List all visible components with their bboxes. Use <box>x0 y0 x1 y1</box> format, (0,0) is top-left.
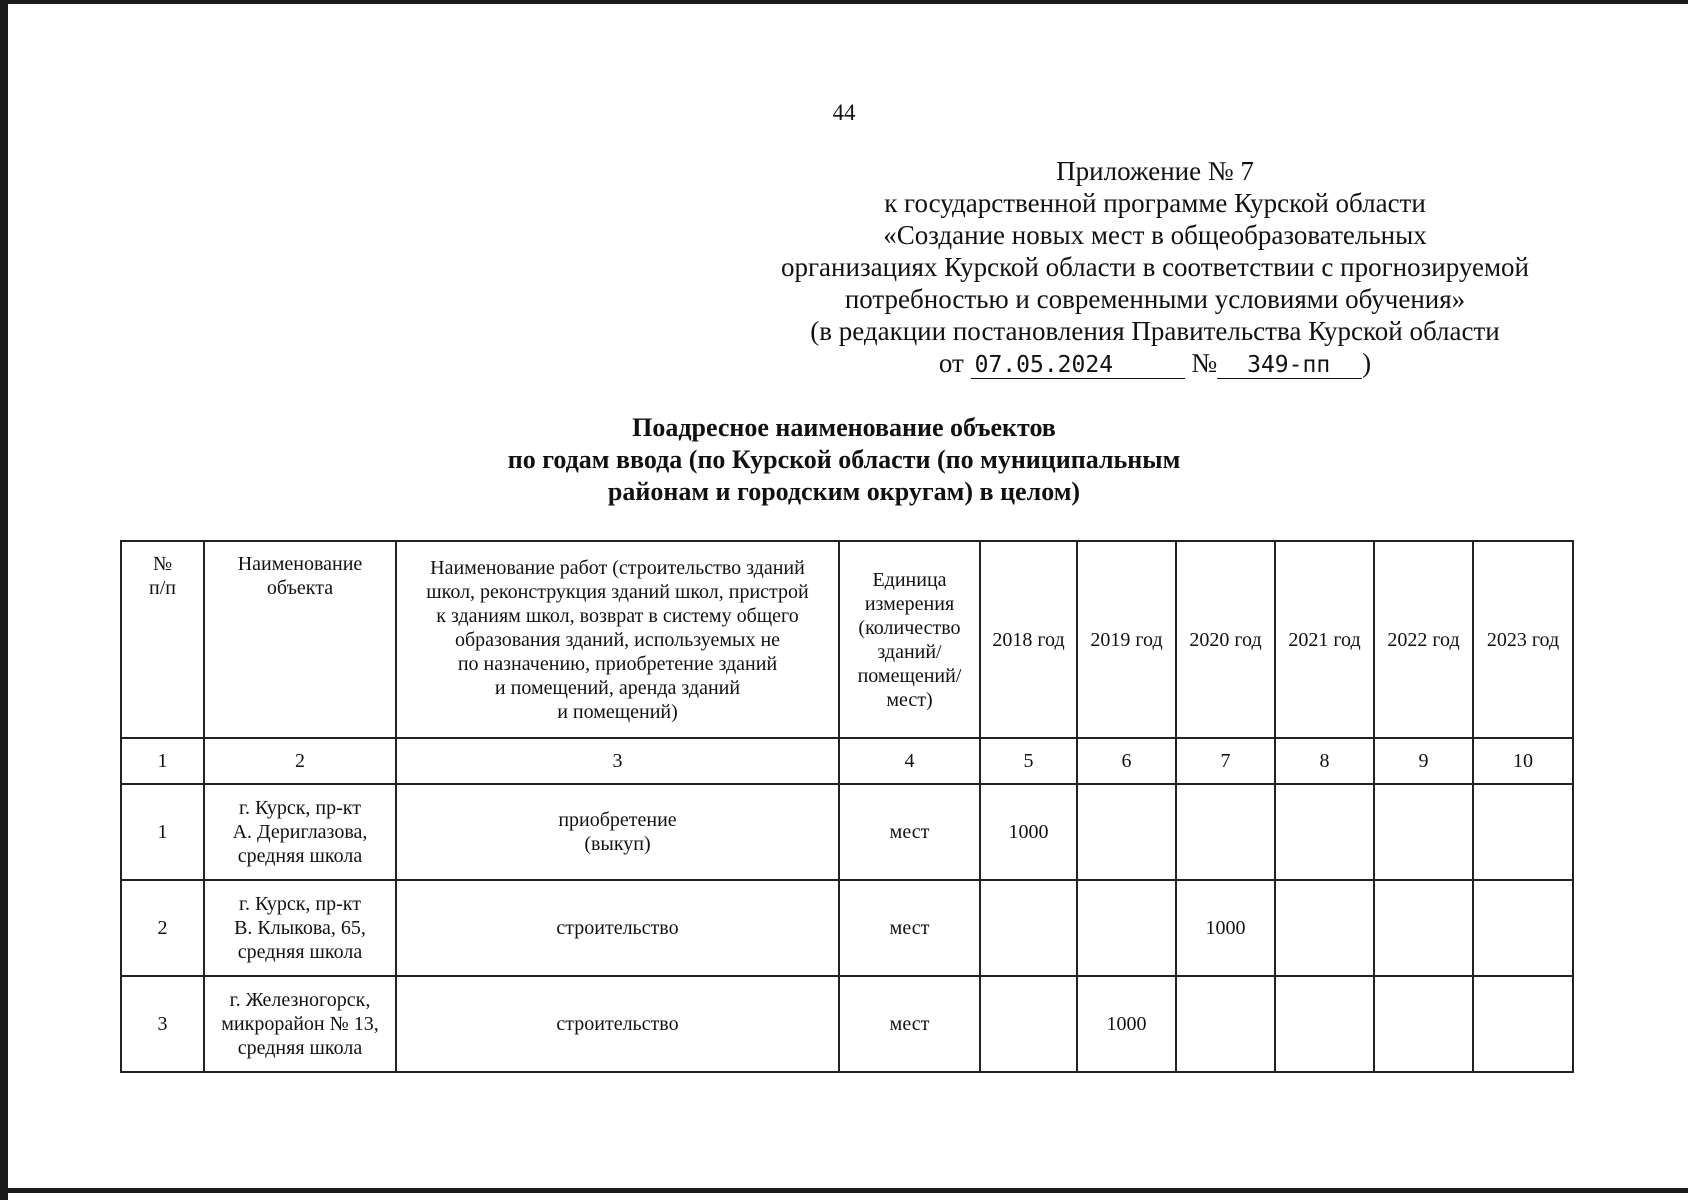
scan-border-bottom <box>0 1188 1688 1193</box>
column-number: 1 <box>121 738 204 784</box>
value-2023 <box>1473 880 1573 976</box>
header-unit: Единица измерения (количество зданий/ помещений/ мест) <box>839 541 980 738</box>
title-line-1: Поадресное наименование объектов <box>632 413 1056 442</box>
row-num: 2 <box>121 880 204 976</box>
value-2022 <box>1374 976 1473 1072</box>
header-object: Наименование объекта <box>204 541 396 738</box>
unit: мест <box>839 880 980 976</box>
scan-border-top <box>0 0 1688 4</box>
object-name: г. Курск, пр-кт В. Клыкова, 65, средняя школа <box>204 880 396 976</box>
works-type: строительство <box>396 976 839 1072</box>
value-2019 <box>1077 784 1176 880</box>
number-sign: № <box>1191 348 1218 378</box>
row-num: 3 <box>121 976 204 1072</box>
resolution-number: 349-пп <box>1217 352 1362 379</box>
column-number: 2 <box>204 738 396 784</box>
column-number: 5 <box>980 738 1077 784</box>
object-name: г. Курск, пр-кт А. Дериглазова, средняя школа <box>204 784 396 880</box>
row-num: 1 <box>121 784 204 880</box>
header-num: № п/п <box>121 541 204 738</box>
table-row <box>121 784 1573 880</box>
column-number: 7 <box>1176 738 1275 784</box>
appendix-line-2: к государственной программе Курской области <box>884 188 1426 218</box>
header-row <box>121 541 1573 738</box>
value-2020: 1000 <box>1176 880 1275 976</box>
value-2022 <box>1374 784 1473 880</box>
value-2019 <box>1077 880 1176 976</box>
appendix-line-3: «Создание новых мест в общеобразовательных <box>883 220 1427 250</box>
value-2018: 1000 <box>980 784 1077 880</box>
unit: мест <box>839 976 980 1072</box>
table-row <box>121 880 1573 976</box>
title-line-3: районам и городским округам) в целом) <box>607 477 1081 506</box>
objects-table <box>120 540 1574 1073</box>
appendix-line-4: организациях Курской области в соответствии с прогнозируемой <box>780 252 1530 282</box>
value-2018 <box>980 880 1077 976</box>
column-number-row <box>121 738 1573 784</box>
value-2023 <box>1473 784 1573 880</box>
value-2020 <box>1176 784 1275 880</box>
column-number: 3 <box>396 738 839 784</box>
title-line-2: по годам ввода (по Курской области (по муниципальным <box>507 445 1181 474</box>
value-2021 <box>1275 784 1374 880</box>
column-number: 9 <box>1374 738 1473 784</box>
header-year-2021: 2021 год <box>1275 541 1374 738</box>
page-number: 44 <box>832 100 856 125</box>
value-2021 <box>1275 976 1374 1072</box>
appendix-line-1: Приложение № 7 <box>1056 156 1254 186</box>
works-type: строительство <box>396 880 839 976</box>
appendix-date-line <box>740 347 1570 379</box>
table-row <box>121 976 1573 1072</box>
resolution-date: 07.05.2024 <box>971 352 1185 379</box>
header-year-2020: 2020 год <box>1176 541 1275 738</box>
closing-paren: ) <box>1362 348 1372 378</box>
works-type: приобретение (выкуп) <box>396 784 839 880</box>
scan-border-left <box>0 0 8 1200</box>
header-year-2018: 2018 год <box>980 541 1077 738</box>
value-2020 <box>1176 976 1275 1072</box>
document-title <box>0 412 1688 508</box>
value-2022 <box>1374 880 1473 976</box>
column-number: 6 <box>1077 738 1176 784</box>
value-2023 <box>1473 976 1573 1072</box>
table-body <box>121 541 1573 1072</box>
unit: мест <box>839 784 980 880</box>
header-year-2019: 2019 год <box>1077 541 1176 738</box>
value-2019: 1000 <box>1077 976 1176 1072</box>
appendix-line-5: потребностью и современными условиями обучения» <box>844 284 1466 314</box>
date-prefix: от <box>938 348 964 378</box>
value-2018 <box>980 976 1077 1072</box>
column-number: 8 <box>1275 738 1374 784</box>
appendix-header <box>740 155 1570 379</box>
column-number: 4 <box>839 738 980 784</box>
column-number: 10 <box>1473 738 1573 784</box>
header-year-2022: 2022 год <box>1374 541 1473 738</box>
appendix-line-6: (в редакции постановления Правительства Курской области <box>810 316 1500 346</box>
value-2021 <box>1275 880 1374 976</box>
object-name: г. Железногорск, микрорайон № 13, средняя школа <box>204 976 396 1072</box>
header-year-2023: 2023 год <box>1473 541 1573 738</box>
header-works: Наименование работ (строительство зданий школ, реконструкция зданий школ, пристрой к зданиям школ, возврат в систему общего образования зданий, используемых не по назначению, приобретение зданий и помещений, аренда зданий и помещений) <box>396 541 839 738</box>
